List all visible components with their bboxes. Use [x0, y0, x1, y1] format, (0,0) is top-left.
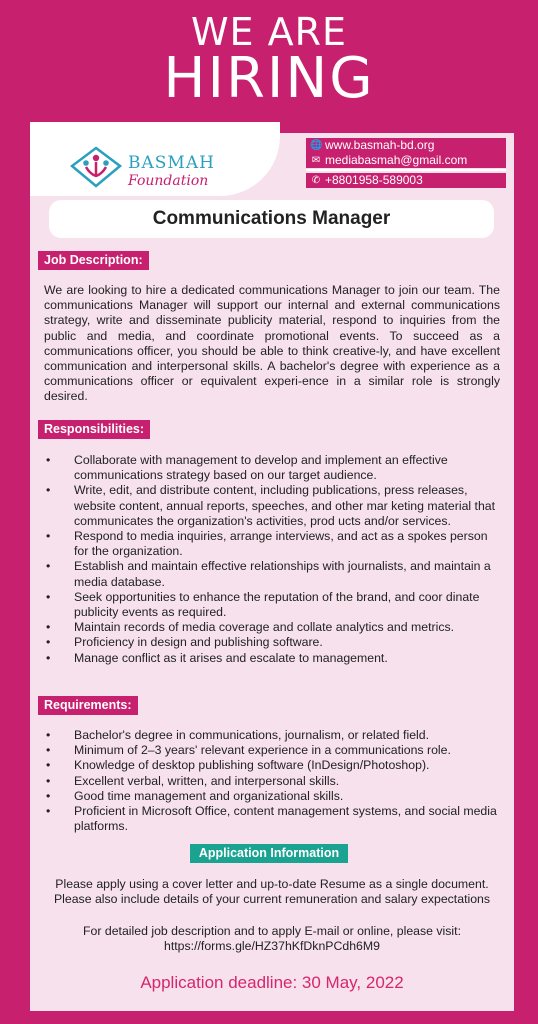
contact-phone-text: +8801958-589003: [325, 173, 423, 187]
job-title: Communications Manager: [49, 200, 494, 238]
contact-email[interactable]: [306, 153, 506, 168]
list-item: • Good time management and organizational skills.: [44, 789, 504, 804]
list-item: • Bachelor's degree in communications, journalism, or related field.: [44, 728, 504, 743]
responsibilities-list: [44, 453, 504, 666]
list-item: • Excellent verbal, written, and interpersonal skills.: [44, 774, 504, 789]
application-info-label: Application Information: [190, 844, 348, 863]
application-line-3: For detailed job description and to apply E-mail or online, please visit:: [83, 924, 461, 938]
list-item: • Proficient in Microsoft Office, content management systems, and social media platforms.: [44, 804, 504, 834]
application-deadline: Application deadline: 30 May, 2022: [140, 973, 404, 992]
basmah-logo-icon: [70, 146, 122, 188]
contact-email-text: mediabasmah@gmail.com: [325, 153, 468, 167]
globe-icon: 🌐: [310, 140, 323, 151]
contact-divider: [306, 169, 506, 171]
list-item: • Write, edit, and distribute content, including publications, press releases, website content, annual reports, speeches, and other mar keting material that communicates the organization's activities, prod ucts and/or services.: [44, 483, 504, 529]
contact-website-text: www.basmah-bd.org: [325, 138, 435, 152]
list-item: • Collaborate with management to develop and implement an effective communications strategy based on our target audience.: [44, 453, 504, 483]
requirements-label: Requirements:: [38, 696, 138, 715]
brand-name: BASMAH: [128, 153, 215, 173]
job-description-text: We are looking to hire a dedicated communications Manager to join our team. The communications Manager will support our internal and external communications strategy, write and disseminate publicity material, respond to inquiries from the public and media, and coordinate promotional events. To succeed as a communications officer, you should be able to think creative-ly, and have excellent communication and interpersonal skills. A bachelor's degree with experience as a communications officer or equivalent experi-ence in a similar role is strongly desired.: [44, 283, 500, 404]
list-item: • Seek opportunities to enhance the reputation of the brand, and coor dinate publicity events as required.: [44, 590, 504, 620]
contact-website[interactable]: [306, 138, 506, 153]
mail-icon: ✉: [311, 155, 321, 166]
application-line-1: Please apply using a cover letter and up-to-date Resume as a single document.: [55, 877, 489, 891]
list-item: • Manage conflict as it arises and escalate to management.: [44, 651, 504, 666]
list-item: • Maintain records of media coverage and collate analytics and metrics.: [44, 620, 504, 635]
list-item: • Minimum of 2–3 years' relevant experience in a communications role.: [44, 743, 504, 758]
hero-banner: [0, 0, 538, 122]
list-item: • Establish and maintain effective relationships with journalists, and maintain a media database.: [44, 559, 504, 589]
job-description-label: Job Description:: [38, 251, 149, 270]
list-item: • Proficiency in design and publishing software.: [44, 635, 504, 650]
list-item: • Knowledge of desktop publishing software (InDesign/Photoshop).: [44, 758, 504, 773]
brand-sub: Foundation: [128, 173, 209, 189]
hero-line-1: WE ARE: [190, 10, 348, 54]
phone-icon: ✆: [311, 175, 321, 186]
application-line-2: Please also include details of your current remuneration and salary expectations: [53, 892, 491, 906]
requirements-list: [44, 728, 504, 834]
list-item: • Respond to media inquiries, arrange interviews, and act as a spokes person for the organization.: [44, 529, 504, 559]
responsibilities-label: Responsibilities:: [38, 420, 150, 439]
application-url[interactable]: https://forms.gle/HZ37hKfDknPCdh6M9: [164, 939, 380, 953]
logo-area: [30, 120, 280, 196]
hero-line-2: HIRING: [163, 46, 375, 111]
contact-phone[interactable]: [306, 173, 506, 188]
